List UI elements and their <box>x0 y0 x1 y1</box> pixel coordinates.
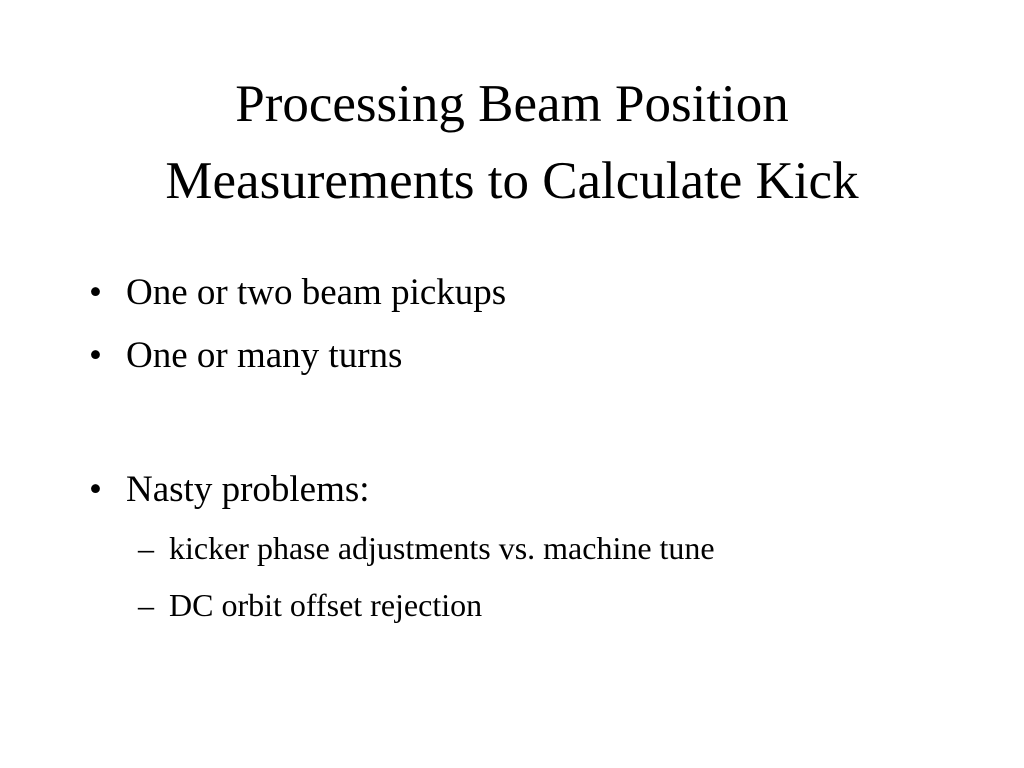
bullet-text: One or two beam pickups <box>126 272 507 313</box>
sub-bullet-item <box>138 585 482 625</box>
sub-bullet-text: kicker phase adjustments vs. machine tune <box>169 530 715 566</box>
bullet-marker: • <box>89 335 102 376</box>
bullet-marker: • <box>89 469 102 510</box>
bullet-item <box>89 334 402 378</box>
bullet-item <box>89 468 370 512</box>
bullet-text: Nasty problems: <box>126 469 370 510</box>
bullet-text: One or many turns <box>126 335 403 376</box>
slide-title-line-2: Measurements to Calculate Kick <box>165 152 859 210</box>
sub-bullet-marker: – <box>138 587 154 623</box>
sub-bullet-item <box>138 528 715 568</box>
sub-bullet-marker: – <box>138 530 154 566</box>
sub-bullet-text: DC orbit offset rejection <box>169 587 483 623</box>
bullet-item <box>89 271 506 315</box>
slide-title-line-1: Processing Beam Position <box>235 75 789 133</box>
bullet-marker: • <box>89 272 102 313</box>
